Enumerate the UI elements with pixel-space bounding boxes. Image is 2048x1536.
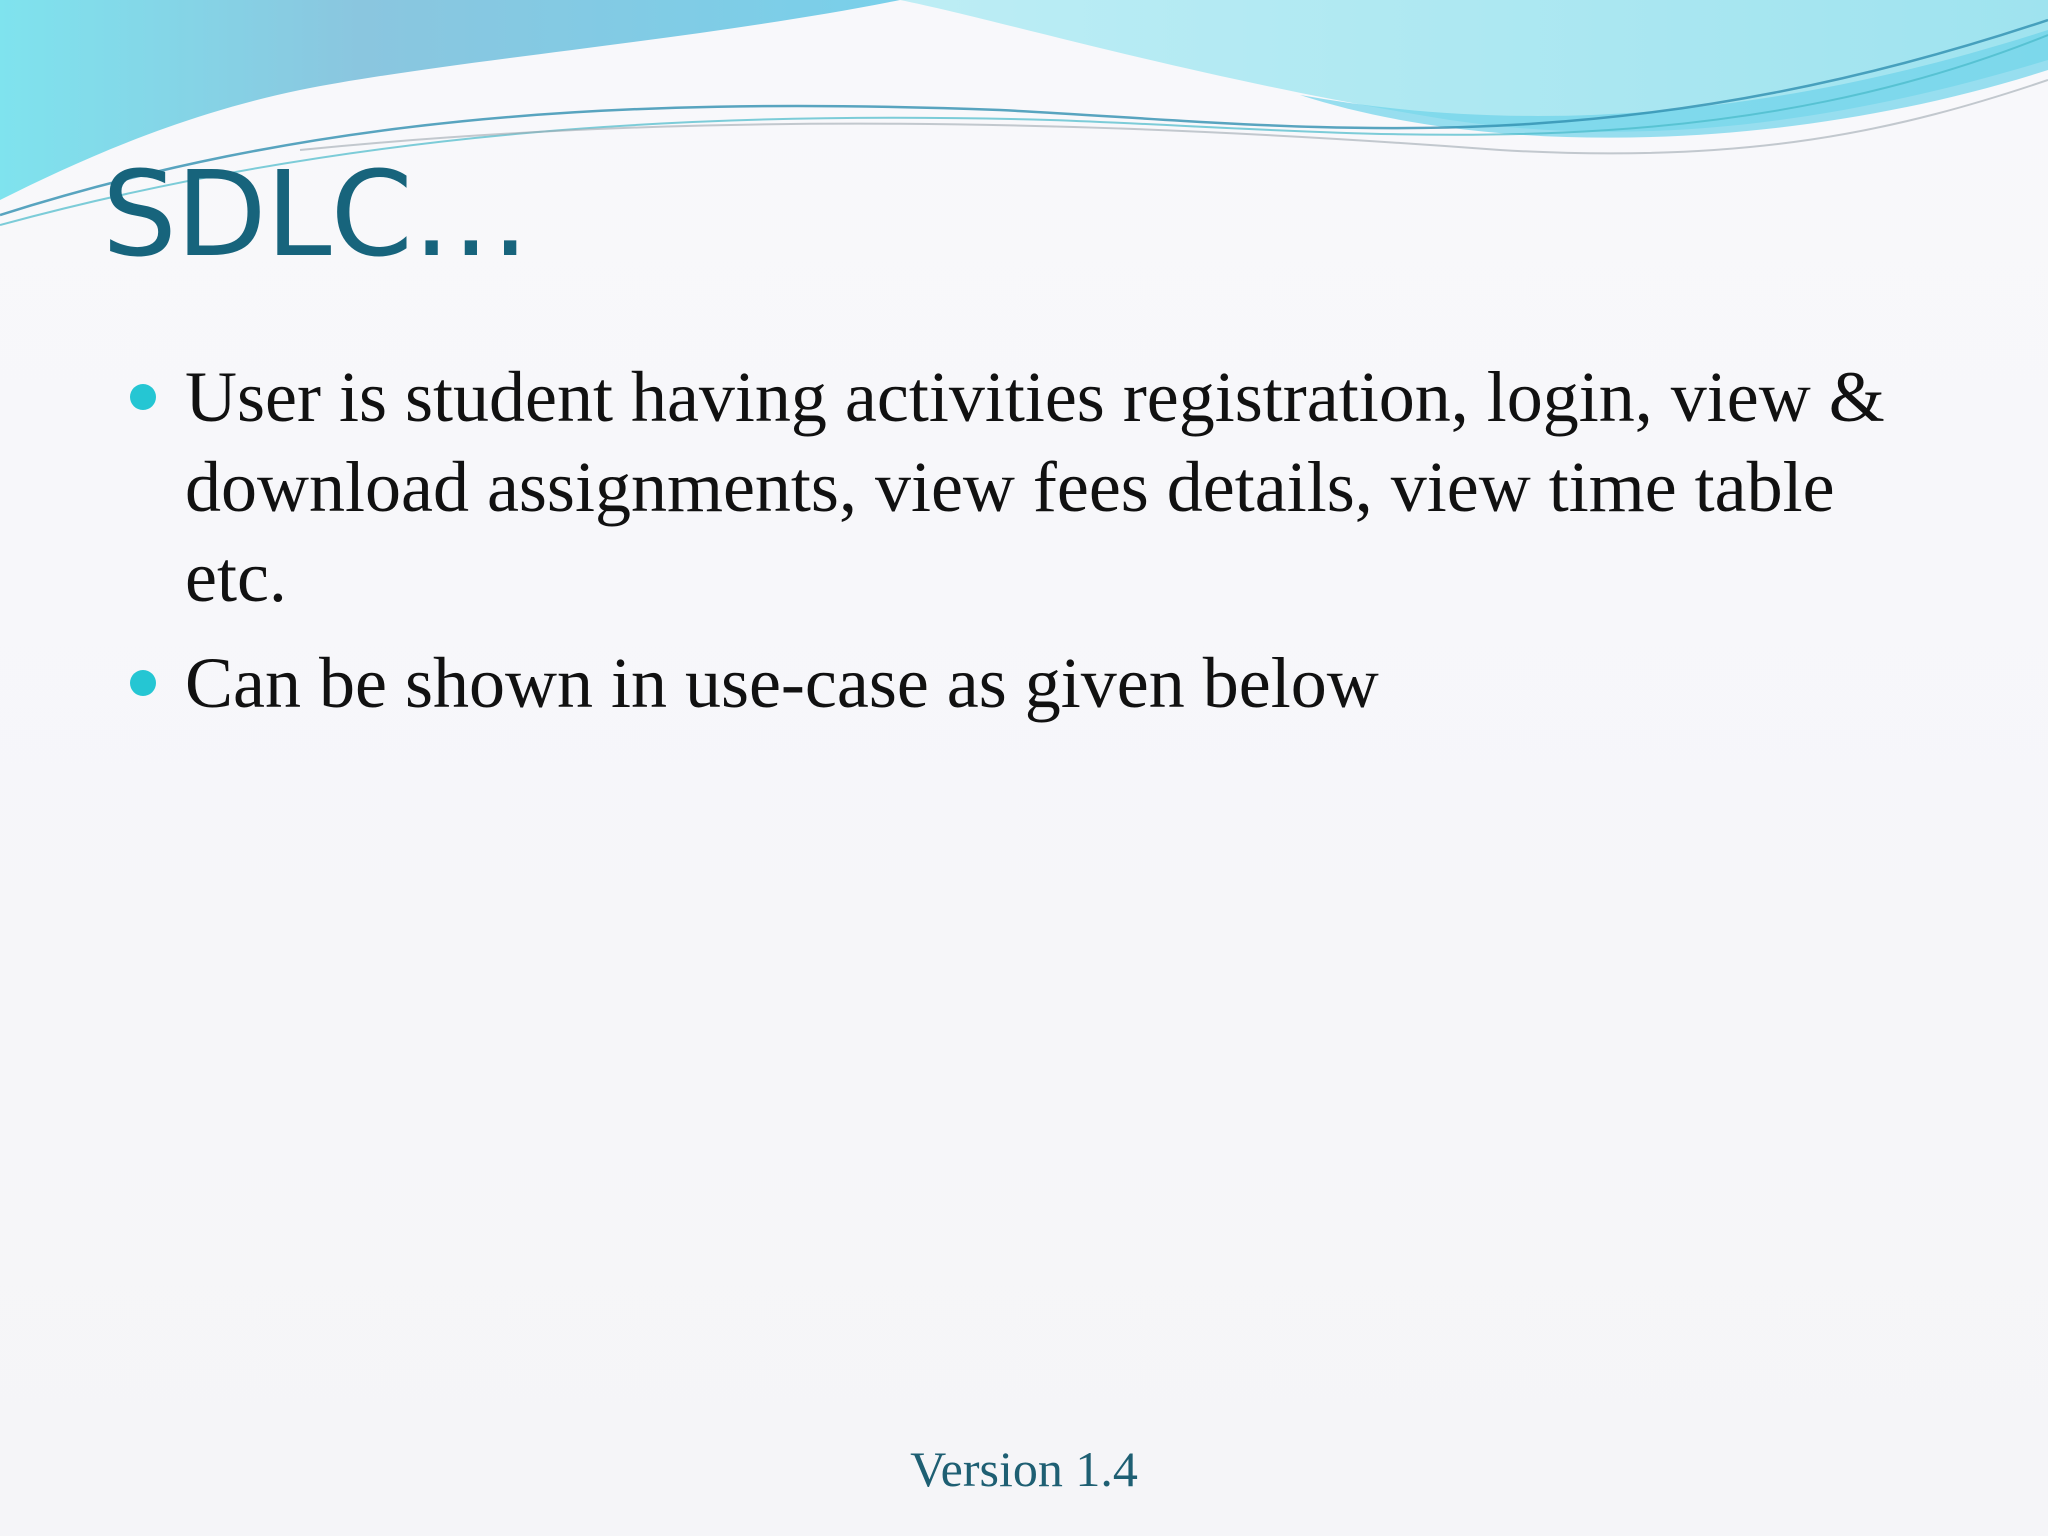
bullet-item: [130, 352, 1930, 622]
bullet-item: [130, 638, 1930, 728]
bullet-text: User is student having activities registration, login, view & download assignments, view fees details, view time table etc.: [185, 357, 1885, 617]
bullet-dot-icon: [130, 384, 156, 410]
bullet-dot-icon: [130, 670, 156, 696]
bullet-list: [130, 352, 1930, 744]
bullet-text: Can be shown in use-case as given below: [185, 643, 1379, 723]
slide-title: SDLC…: [102, 145, 529, 283]
version-footer: Version 1.4: [910, 1441, 1138, 1497]
